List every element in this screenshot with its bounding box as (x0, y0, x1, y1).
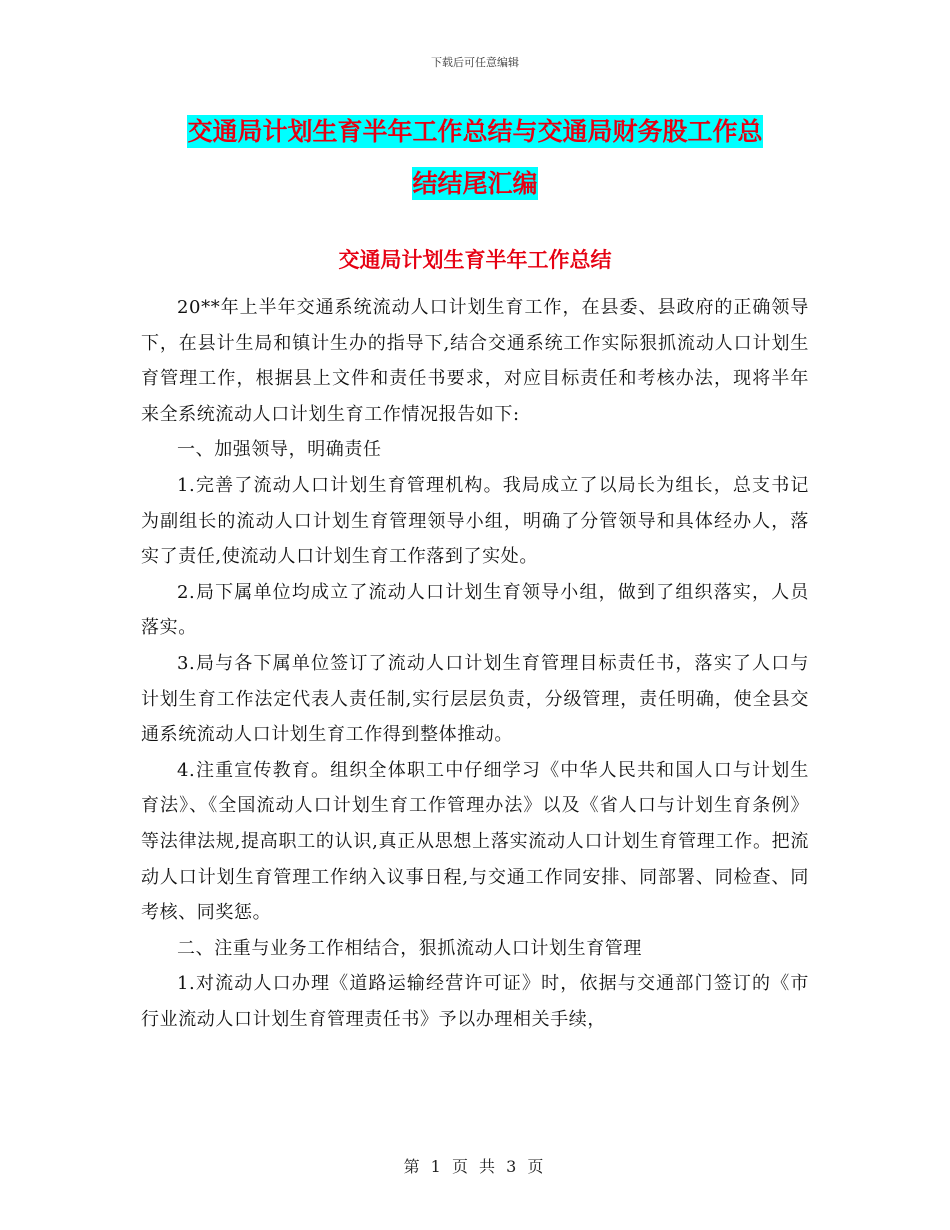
heading-part-one: 一、加强领导，明确责任 (177, 439, 382, 461)
document-title-line-1: 交通局计划生育半年工作总结与交通局财务股工作总 (187, 117, 763, 146)
paragraph-item-2: 2.局下属单位均成立了流动人口计划生育领导小组，做到了组织落实，人员落实。 (141, 581, 809, 639)
paragraph-intro: 20**年上半年交通系统流动人口计划生育工作，在县委、县政府的正确领导下，在县计生局和镇计生办的指导下,结合交通系统工作实际狠抓流动人口计划生育管理工作，根据县上文件和责任书要求，对应目标责任和考核办法，现将半年来全系统流动人口计划生育工作情况报告如下: (141, 297, 809, 425)
document-title-line-2: 结结尾汇编 (412, 169, 538, 198)
page-indicator: 第 1 页 共 3 页 (403, 1157, 547, 1176)
paragraph-item-4: 4.注重宣传教育。组织全体职工中仔细学习《中华人民共和国人口与计划生育法》、《全国流动人口计划生育工作管理办法》以及《省人口与计划生育条例》等法律法规,提高职工的认识,真正从思想上落实流动人口计划生育管理工作。把流动人口计划生育管理工作纳入议事日程,与交通工作同安排、同部署、同检查、同考核、同奖惩。 (141, 759, 809, 924)
paragraph-item-1: 1.完善了流动人口计划生育管理机构。我局成立了以局长为组长，总支书记为副组长的流动人口计划生育管理领导小组，明确了分管领导和具体经办人，落实了责任,使流动人口计划生育工作落到了实处。 (141, 474, 809, 568)
document-body (141, 290, 809, 1037)
document-title (130, 106, 820, 210)
paragraph-item-3: 3.局与各下属单位签订了流动人口计划生育管理目标责任书，落实了人口与计划生育工作法定代表人责任制,实行层层负责，分级管理，责任明确，使全县交通系统流动人口计划生育工作得到整体推动。 (141, 652, 809, 746)
heading-part-two: 二、注重与业务工作相结合，狠抓流动人口计划生育管理 (177, 937, 642, 959)
page-header-note: 下载后可任意编辑 (431, 56, 519, 69)
section-title: 交通局计划生育半年工作总结 (338, 248, 612, 272)
paragraph-part-two-item-1: 1.对流动人口办理《道路运输经营许可证》时，依据与交通部门签订的《市行业流动人口计划生育管理责任书》予以办理相关手续， (141, 973, 809, 1030)
